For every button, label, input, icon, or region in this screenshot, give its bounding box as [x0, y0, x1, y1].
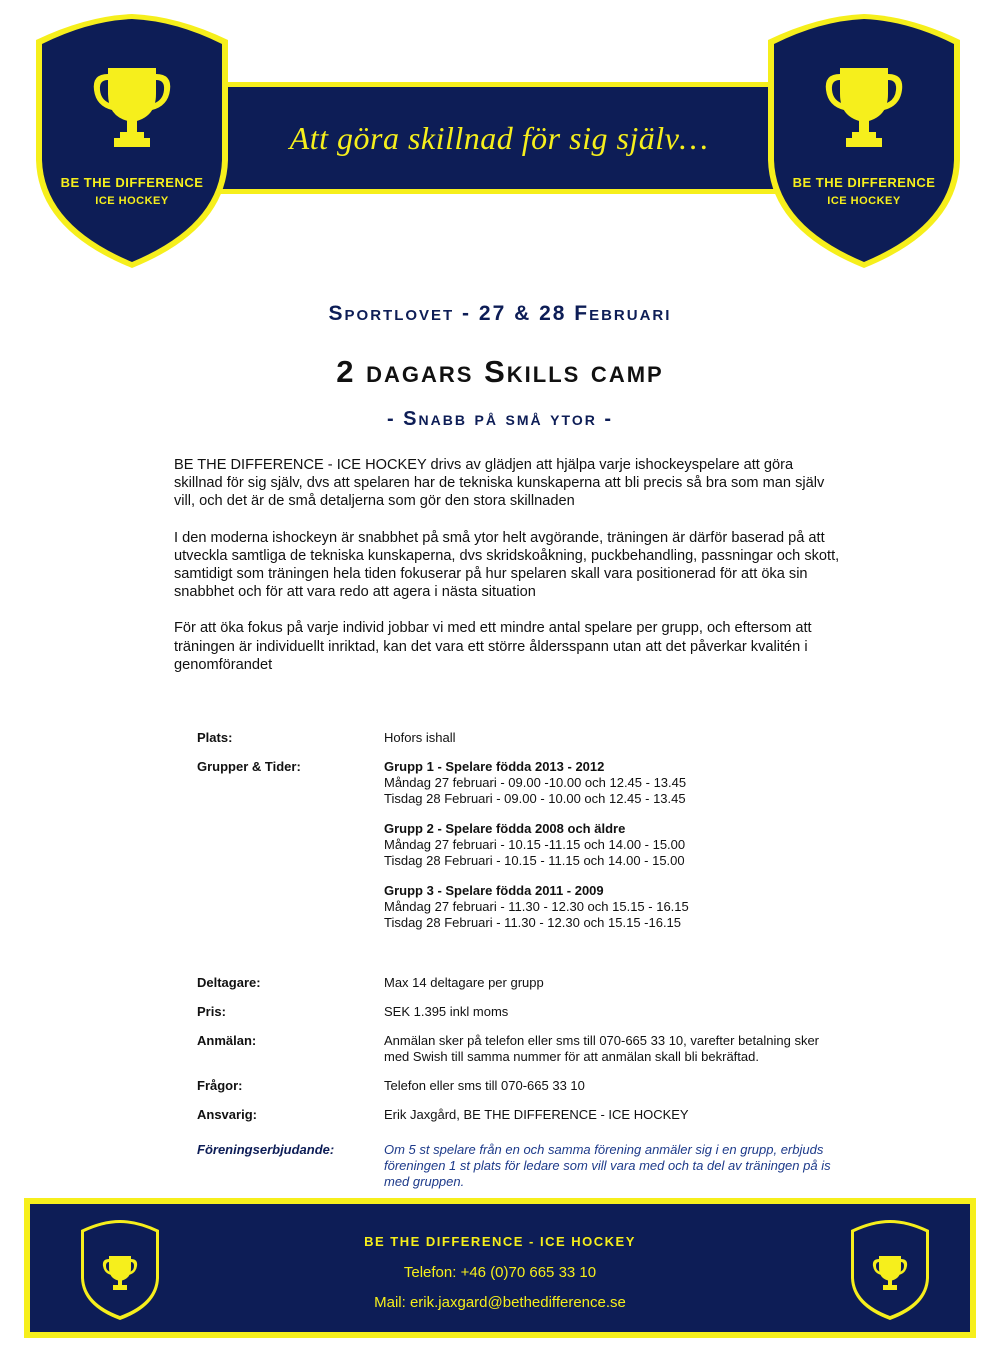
group-title: Grupp 3 - Spelare födda 2011 - 2009 — [384, 883, 604, 898]
detail-value: Om 5 st spelare från en och samma förening anmäler sig i en grupp, erbjuds föreningen 1 st plats för ledare som vill vara med och ta del av träningen på is med gruppen. — [384, 1142, 831, 1189]
footer-mail[interactable]: Mail: erik.jaxgard@bethedifference.se — [374, 1294, 626, 1311]
intro-paragraph: För att öka fokus på varje individ jobbar vi med ett mindre antal spelare per grupp, och eftersom att träningen är individuellt inriktad, kan det vara ett större åldersspann utan att det påverkar kvalitén i genomförandet — [174, 620, 812, 673]
detail-label: Föreningserbjudande: — [197, 1142, 335, 1157]
detail-row-ansvarig — [197, 1107, 837, 1142]
shield-icon — [758, 10, 970, 272]
detail-value: Hofors ishall — [384, 730, 456, 745]
intro-paragraph: BE THE DIFFERENCE - ICE HOCKEY drivs av glädjen att hjälpa varje ishockeyspelare att göra skillnad för sig själv, dvs att spelaren har de tekniska kunskaperna att bli precis så bra som man själv vill, och det är de små detaljerna som gör den stora skillnaden — [174, 457, 825, 510]
group-time: Måndag 27 februari - 11.30 - 12.30 och 15.15 - 16.15 — [384, 899, 689, 914]
detail-label: Frågor: — [197, 1078, 243, 1093]
detail-value: Erik Jaxgård, BE THE DIFFERENCE - ICE HOCKEY — [384, 1107, 689, 1122]
date-heading: Sportlovet - 27 & 28 Februari — [328, 302, 672, 325]
detail-label: Anmälan: — [197, 1033, 257, 1048]
group-time: Tisdag 28 Februari - 11.30 - 12.30 och 15.15 -16.15 — [384, 915, 682, 930]
detail-value: SEK 1.395 inkl moms — [384, 1004, 509, 1019]
shield-logo-right — [758, 10, 970, 272]
shield-logo-left — [26, 10, 238, 272]
footer-phone[interactable]: Telefon: +46 (0)70 665 33 10 — [403, 1264, 597, 1281]
intro-text — [174, 456, 840, 692]
intro-paragraph: I den moderna ishockeyn är snabbhet på små ytor helt avgörande, träningen är därför baserad på att utveckla samtliga de tekniska kunskaperna, dvs skridskoåkning, puckbehandling, passningar och skott, samtidigt som träningen hela tiden fokuserar på hur spelaren skall vara positionerad för att öka sin snabbhet och för att vara redo att agera i nästa situation — [174, 529, 840, 601]
subtitle-tagline: - Snabb på små ytor - — [386, 408, 614, 430]
group-title: Grupp 2 - Spelare födda 2008 och äldre — [384, 821, 626, 836]
detail-label: Grupper & Tider: — [197, 759, 301, 774]
detail-row-foreningserbjudande — [197, 1142, 837, 1202]
group-block — [384, 821, 837, 869]
group-time: Tisdag 28 Februari - 10.15 - 11.15 och 14.00 - 15.00 — [384, 853, 685, 868]
group-time: Måndag 27 februari - 09.00 -10.00 och 12.45 - 13.45 — [384, 775, 687, 790]
group-title: Grupp 1 - Spelare födda 2013 - 2012 — [384, 759, 605, 774]
detail-row-anmalan — [197, 1033, 837, 1078]
shield-brand-text: BE THE DIFFERENCE — [60, 175, 204, 190]
footer-title: BE THE DIFFERENCE - ICE HOCKEY — [364, 1234, 636, 1249]
group-block — [384, 759, 837, 807]
tagline-banner — [218, 82, 780, 194]
header-tagline: Att göra skillnad för sig själv… — [289, 119, 709, 156]
footer-banner — [24, 1198, 976, 1338]
detail-row-grupper — [197, 759, 837, 975]
detail-row-deltagare — [197, 975, 837, 1004]
detail-value: Telefon eller sms till 070-665 33 10 — [384, 1078, 585, 1093]
details-table — [197, 730, 837, 1202]
shield-icon — [848, 1218, 932, 1322]
detail-row-plats — [197, 730, 837, 759]
detail-label: Pris: — [197, 1004, 226, 1019]
detail-label: Plats: — [197, 730, 233, 745]
shield-brand-text: BE THE DIFFERENCE — [792, 175, 936, 190]
shield-sub-text: ICE HOCKEY — [95, 195, 169, 207]
footer-shield-right — [848, 1218, 932, 1322]
shield-sub-text: ICE HOCKEY — [827, 195, 901, 207]
detail-row-fragor — [197, 1078, 837, 1107]
header — [0, 0, 1000, 280]
group-time: Tisdag 28 Februari - 09.00 - 10.00 och 12.45 - 13.45 — [384, 791, 686, 806]
shield-icon — [26, 10, 238, 272]
group-time: Måndag 27 februari - 10.15 -11.15 och 14.00 - 15.00 — [384, 837, 686, 852]
detail-label: Deltagare: — [197, 975, 261, 990]
page-title: 2 dagars Skills camp — [336, 354, 664, 389]
detail-value: Anmälan sker på telefon eller sms till 070-665 33 10, varefter betalning sker med Swish till samma nummer för att anmälan skall bli bekräftad. — [384, 1033, 820, 1064]
detail-value: Max 14 deltagare per grupp — [384, 975, 544, 990]
group-block — [384, 883, 837, 931]
detail-label: Ansvarig: — [197, 1107, 257, 1122]
detail-row-pris — [197, 1004, 837, 1033]
